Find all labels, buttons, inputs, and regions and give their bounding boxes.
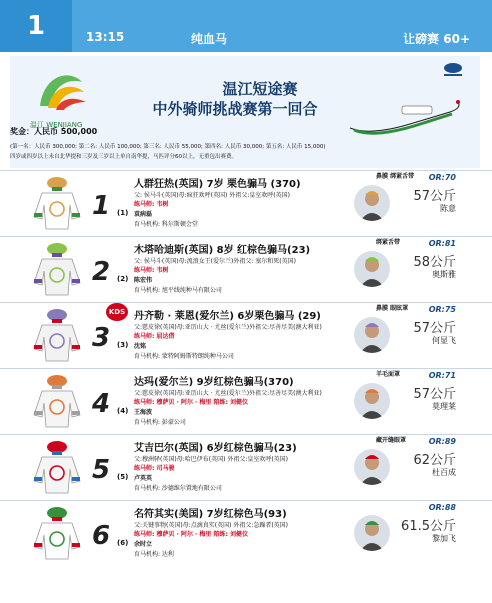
barrier-draw: (6)	[117, 539, 129, 547]
pedigree: 父:穆洲驿(英国)母:哈巴伊布(英国) 外祖父:皇室欢呼(英国)	[134, 456, 289, 463]
trainer: 练马师: 穆萨贝 · 阿尔 · 梅里 陪练: 刘健仪	[134, 531, 248, 538]
jockey-silks-icon	[28, 175, 86, 233]
runner-row[interactable]	[0, 302, 492, 368]
jockey-silks-icon	[28, 439, 86, 497]
breeding-org: 育马机构: 沙德维尔置地有限公司	[134, 485, 222, 492]
jockey-name[interactable]: 黎加飞	[432, 534, 456, 543]
breeding-org: 育马机构: 蒙特阿姆斯特朗纯种马公司	[134, 353, 234, 360]
trainer: 练马师: 韦树	[134, 267, 169, 274]
horse-number: 1	[92, 191, 111, 221]
gear-tag: 羊毛面罩	[376, 371, 401, 378]
barrier-draw: (3)	[117, 341, 129, 349]
track-map-icon	[340, 88, 470, 148]
jockey-silks-icon	[28, 505, 86, 563]
race-title: 温江短途赛	[222, 80, 298, 98]
barrier-draw: (5)	[117, 473, 129, 481]
sponsor-text: 温江 WENJIANG	[30, 121, 83, 129]
breeding-org: 育马机构: 科尔斯顿会堂	[134, 221, 198, 228]
official-rating: OR:70	[428, 173, 456, 182]
jockey-avatar	[354, 185, 390, 221]
horse-number: 6	[92, 521, 111, 551]
pedigree: 父: 侯马斗(英国)母:流浪女王(爱尔兰)外祖父: 塞尔和死(英国)	[134, 258, 296, 265]
owner: 袁病磊	[134, 211, 153, 218]
race-header-bar	[0, 0, 492, 52]
owner: 沈铭	[134, 343, 147, 350]
breeding-org: 育马机构: 彭豪公司	[134, 419, 186, 426]
trainer: 练马师: 穆萨贝 · 阿尔 · 梅里 陪练: 刘健仪	[134, 399, 248, 406]
runner-row[interactable]	[0, 170, 492, 236]
trainer: 练马师: 韦树	[134, 201, 169, 208]
official-rating: OR:89	[428, 437, 456, 446]
owner: 王海波	[134, 409, 153, 416]
barrier-draw: (1)	[117, 209, 129, 217]
horse-number: 4	[92, 389, 111, 419]
horse-number: 5	[92, 455, 111, 485]
official-rating: OR:81	[428, 239, 456, 248]
horse-name[interactable]: 名符其实(美国) 7岁红棕色马(93)	[134, 509, 287, 520]
jockey-silks-icon	[28, 307, 86, 365]
official-rating: OR:75	[428, 305, 456, 314]
horse-number: 3	[92, 323, 111, 353]
gear-tag: 藏开缝眼罩	[376, 437, 407, 444]
owner: 陈宏伟	[134, 277, 153, 284]
prize-total: 奖金：人民币 500,000	[10, 127, 98, 136]
owner: 余时立	[134, 541, 153, 548]
breeding-org: 育马机构: 旭平线纯种马有限公司	[134, 287, 222, 294]
horse-name[interactable]: 达玛(爱尔兰) 9岁红棕色骟马(370)	[134, 377, 294, 388]
horse-number: 2	[92, 257, 111, 287]
carried-weight: 62公斤	[413, 453, 456, 468]
barrier-draw: (2)	[117, 275, 129, 283]
jockey-avatar	[354, 449, 390, 485]
owner: 卢英英	[134, 475, 153, 482]
trainer: 练马师: 司马骏	[134, 465, 175, 472]
horse-name[interactable]: 丹齐勒 · 莱恩(爱尔兰) 6岁栗色骟马 (29)	[134, 311, 321, 322]
carried-weight: 57公斤	[413, 387, 456, 402]
jockey-name[interactable]: 奥斯雅	[432, 270, 456, 279]
pedigree: 父:慈皮徐(英国)母:亚历山大 · 尤丝(爱尔兰)外祖父:尽善尽美(澳大利亚)	[134, 324, 322, 331]
jockey-avatar	[354, 317, 390, 353]
pedigree: 父: 侯马斗(英国)母:疯狂欢呼(英国) 外祖父:皇室欢呼(英国)	[134, 192, 290, 199]
official-rating: OR:88	[428, 503, 456, 512]
jockey-name[interactable]: 莫理莱	[432, 402, 456, 411]
prize-breakdown: (第一名：人民币 300,000; 第二名: 人民币 100,000; 第三名: 人民币 55,000; 第四名: 人民币 30,000; 第五名: 人民币 15,000)	[10, 144, 326, 150]
jockey-avatar	[354, 251, 390, 287]
gear-tag: 鼻膜 绑紧舌带	[376, 173, 415, 180]
breeding-org: 育马机构: 达利	[134, 551, 174, 558]
jockey-name[interactable]: 陈意	[440, 204, 456, 213]
gear-tag: 鼻膜 眼眩罩	[376, 305, 409, 312]
jockey-name[interactable]: 杜百成	[432, 468, 456, 477]
official-rating: OR:71	[428, 371, 456, 380]
carried-weight: 58公斤	[413, 255, 456, 270]
runner-row[interactable]	[0, 236, 492, 302]
jockey-silks-icon	[28, 241, 86, 299]
carried-weight: 61.5公斤	[401, 519, 456, 534]
trainer: 练马师: 屈达借	[134, 333, 175, 340]
jockey-silks-icon	[28, 373, 86, 431]
carried-weight: 57公斤	[413, 189, 456, 204]
race-class: 让磅赛 60+	[403, 32, 470, 46]
hkjc-logo-icon	[442, 62, 464, 80]
barrier-draw: (4)	[117, 407, 129, 415]
kds-badge: KDS	[106, 303, 128, 321]
race-info-panel	[10, 56, 480, 168]
runner-row[interactable]	[0, 434, 492, 500]
runner-row[interactable]	[0, 368, 492, 434]
horse-name[interactable]: 木塔哈迪斯(英国) 8岁 红棕色骟马(23)	[134, 245, 311, 256]
horse-name[interactable]: 人群狂热(英国) 7岁 栗色骟马 (370)	[134, 179, 301, 190]
horse-name[interactable]: 艾吉巴尔(英国) 6岁红棕色骟马(23)	[134, 443, 297, 454]
pedigree: 父:关键事物(英国)母:点滴真实(英国) 外祖父:急躁者(英国)	[134, 522, 289, 529]
jockey-name[interactable]: 何显飞	[432, 336, 456, 345]
race-number: 1	[0, 0, 72, 52]
race-conditions: 四岁或四岁以上未自北华提和三岁及三岁以上单自南华提，马匹评分60以上，无重包出赛费。	[10, 154, 238, 160]
race-breed: 纯血马	[191, 32, 228, 46]
race-subtitle: 中外骑师挑战赛第一回合	[152, 100, 318, 118]
race-time: 13:15	[86, 30, 125, 44]
jockey-avatar	[354, 383, 390, 419]
pedigree: 父:慈皮徐(英国)母:亚历山大 · 尤丝(爱尔兰)外祖父:尽善尽美(澳大利亚)	[134, 390, 322, 397]
jockey-avatar	[354, 515, 390, 551]
runner-row[interactable]	[0, 500, 492, 566]
carried-weight: 57公斤	[413, 321, 456, 336]
gear-tag: 绑紧舌带	[376, 239, 401, 246]
